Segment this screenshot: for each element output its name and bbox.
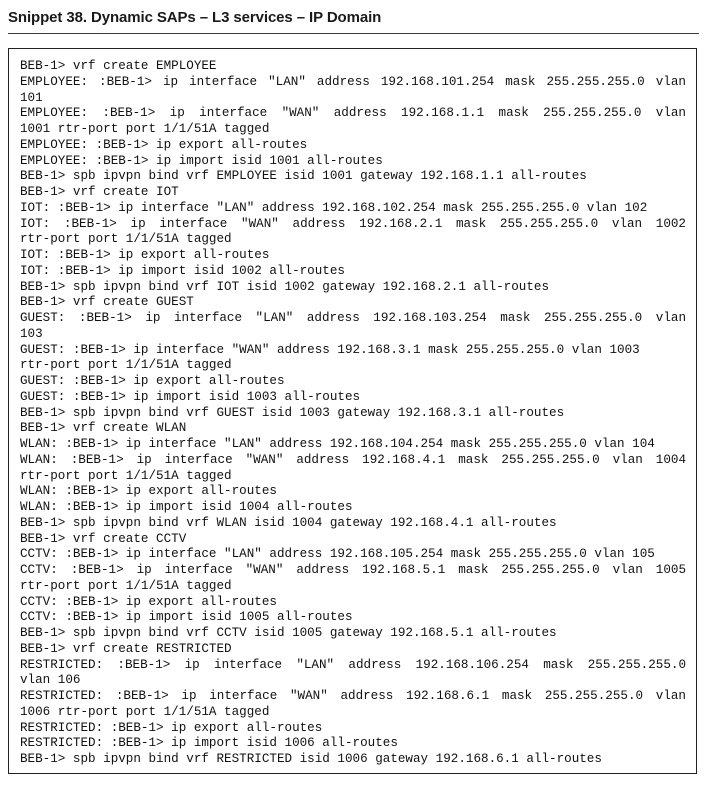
- code-line: 1001 rtr-port port 1/1/51A tagged: [20, 122, 270, 136]
- code-line: GUEST: :BEB-1> ip export all-routes: [20, 374, 285, 388]
- code-line: BEB-1> vrf create EMPLOYEE: [20, 59, 217, 73]
- title-divider: [8, 33, 699, 34]
- code-line: rtr-port port 1/1/51A tagged: [20, 232, 232, 247]
- code-line: EMPLOYEE: :BEB-1> ip export all-routes: [20, 137, 308, 152]
- code-line: IOT: :BEB-1> ip export all-routes: [20, 248, 270, 262]
- code-line: 103: [20, 326, 43, 341]
- code-line: BEB-1> spb ipvpn bind vrf IOT isid 1002 gateway 192.168.2.1 all-routes: [20, 279, 550, 294]
- code-line: IOT: :BEB-1> ip import isid 1002 all-routes: [20, 263, 345, 278]
- code-line: rtr-port port 1/1/51A tagged: [20, 358, 232, 373]
- code-line: BEB-1> spb ipvpn bind vrf EMPLOYEE isid 1001 gateway 192.168.1.1 all-routes: [20, 169, 587, 184]
- code-line: rtr-port port 1/1/51A tagged: [20, 468, 232, 483]
- code-line: GUEST: :BEB-1> ip interface "WAN" address 192.168.3.1 mask 255.255.255.0 vlan 1003: [20, 342, 640, 357]
- code-line: BEB-1> spb ipvpn bind vrf RESTRICTED isid 1006 gateway 192.168.6.1 all-routes: [20, 752, 602, 766]
- code-line: 101: [20, 90, 43, 105]
- snippet-title: Snippet 38. Dynamic SAPs – L3 services – IP Domain: [8, 9, 382, 26]
- code-line: WLAN: :BEB-1> ip interface "WAN" address 192.168.4.1 mask 255.255.255.0 vlan 1004: [20, 452, 686, 467]
- code-line: BEB-1> vrf create GUEST: [20, 295, 194, 310]
- code-lines-list: [20, 59, 686, 768]
- code-line: GUEST: :BEB-1> ip import isid 1003 all-routes: [20, 389, 361, 404]
- code-line: BEB-1> vrf create RESTRICTED: [20, 641, 232, 656]
- code-line: RESTRICTED: :BEB-1> ip import isid 1006 all-routes: [20, 736, 398, 751]
- code-line: rtr-port port 1/1/51A tagged: [20, 578, 232, 593]
- code-line: RESTRICTED: :BEB-1> ip interface "LAN" address 192.168.106.254 mask 255.255.255.0: [20, 657, 686, 672]
- code-line: 1006 rtr-port port 1/1/51A tagged: [20, 704, 270, 719]
- code-line: BEB-1> spb ipvpn bind vrf WLAN isid 1004 gateway 192.168.4.1 all-routes: [20, 515, 557, 530]
- cli-code-block: [8, 48, 697, 774]
- code-line: vlan 106: [20, 673, 81, 688]
- code-line: CCTV: :BEB-1> ip interface "LAN" address 192.168.105.254 mask 255.255.255.0 vlan 105: [20, 547, 655, 562]
- code-line: RESTRICTED: :BEB-1> ip interface "WAN" address 192.168.6.1 mask 255.255.255.0 vlan: [20, 689, 686, 703]
- code-line: CCTV: :BEB-1> ip interface "WAN" address 192.168.5.1 mask 255.255.255.0 vlan 1005: [20, 563, 686, 577]
- code-line: GUEST: :BEB-1> ip interface "LAN" address 192.168.103.254 mask 255.255.255.0 vlan: [20, 311, 686, 325]
- code-line: BEB-1> spb ipvpn bind vrf CCTV isid 1005 gateway 192.168.5.1 all-routes: [20, 626, 557, 640]
- code-line: BEB-1> vrf create WLAN: [20, 421, 187, 436]
- code-line: RESTRICTED: :BEB-1> ip export all-routes: [20, 720, 323, 735]
- code-line: IOT: :BEB-1> ip interface "LAN" address 192.168.102.254 mask 255.255.255.0 vlan 102: [20, 200, 648, 215]
- code-line: WLAN: :BEB-1> ip interface "LAN" address 192.168.104.254 mask 255.255.255.0 vlan 104: [20, 437, 655, 451]
- code-line: CCTV: :BEB-1> ip export all-routes: [20, 594, 277, 609]
- code-line: WLAN: :BEB-1> ip export all-routes: [20, 484, 277, 499]
- code-line: EMPLOYEE: :BEB-1> ip interface "WAN" address 192.168.1.1 mask 255.255.255.0 vlan: [20, 106, 686, 121]
- code-line: WLAN: :BEB-1> ip import isid 1004 all-routes: [20, 500, 353, 514]
- code-line: EMPLOYEE: :BEB-1> ip import isid 1001 all-routes: [20, 153, 383, 168]
- code-line: BEB-1> vrf create IOT: [20, 185, 179, 199]
- code-line: BEB-1> vrf create CCTV: [20, 531, 187, 546]
- code-line: IOT: :BEB-1> ip interface "WAN" address 192.168.2.1 mask 255.255.255.0 vlan 1002: [20, 216, 686, 231]
- code-line: CCTV: :BEB-1> ip import isid 1005 all-routes: [20, 610, 353, 625]
- code-line: BEB-1> spb ipvpn bind vrf GUEST isid 1003 gateway 192.168.3.1 all-routes: [20, 405, 565, 420]
- code-line: EMPLOYEE: :BEB-1> ip interface "LAN" address 192.168.101.254 mask 255.255.255.0 vlan: [20, 74, 686, 89]
